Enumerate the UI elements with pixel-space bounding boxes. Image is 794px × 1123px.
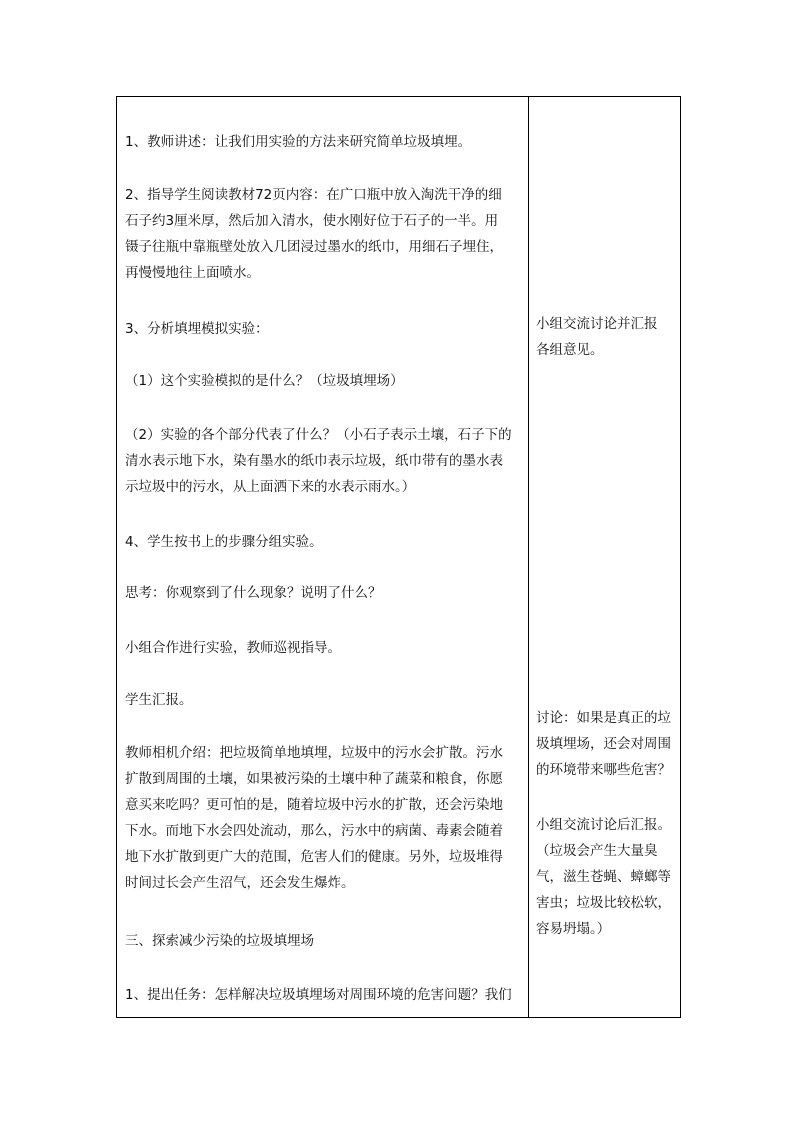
paragraph-group-discussion: 小组交流讨论并汇报 各组意见。 bbox=[536, 316, 658, 358]
paragraph-group-experiment: 4、学生按书上的步骤分组实验。 bbox=[125, 534, 323, 550]
paragraph-question-1: （1）这个实验模拟的是什么？（垃圾填埋场） bbox=[125, 373, 404, 389]
section-heading-3: 三、探索减少污染的垃圾填埋场 bbox=[125, 933, 314, 949]
teacher-activity-column bbox=[125, 97, 525, 1017]
paragraph-question-2: （2）实验的各个部分代表了什么？（小石子表示土壤，石子下的 清水表示地下水，染有墨水的纸巾表示垃圾，纸巾带有的墨水表 示垃圾中的污水，从上面洒下来的水表示雨水。） bbox=[125, 427, 512, 495]
paragraph-teacher-introduction: 教师相机介绍：把垃圾简单地填埋，垃圾中的污水会扩散。污水 扩散到周围的土壤，如果被污染的土壤中种了蔬菜和粮食，你愿 意买来吃吗？更可怕的是，随着垃圾中污水的扩散，还会污染地 下水。而地下水会四处流动，那么，污水中的病菌、毒素会随着 地下水扩散到更广大的范围，危害人们的健康。另外，垃圾堆得 时间过长会产生沼气，还会发生爆炸。 bbox=[125, 745, 503, 891]
paragraph-discussion-question: 讨论：如果是真正的垃 圾填埋场，还会对周围 的环境带来哪些危害？ bbox=[536, 710, 671, 778]
paragraph-teacher-narration: 1、教师讲述：让我们用实验的方法来研究简单垃圾填埋。 bbox=[125, 134, 472, 150]
paragraph-reading-guide: 2、指导学生阅读教材72页内容：在广口瓶中放入淘洗干净的细 石子约3厘米厚，然后加入清水，使水刚好位于石子的一半。用 镊子往瓶中靠瓶壁处放入几团浸过墨水的纸巾，用细石子埋住， 再慢慢地往上面喷水。 bbox=[125, 187, 503, 281]
paragraph-student-report: 学生汇报。 bbox=[125, 692, 193, 708]
student-activity-column bbox=[536, 97, 678, 1017]
paragraph-discussion-report: 小组交流讨论后汇报。 （垃圾会产生大量臭 气，滋生苍蝇、蟑螂等 害虫；垃圾比较松软， 容易坍塌。） bbox=[536, 817, 671, 937]
paragraph-analysis-heading: 3、分析填埋模拟实验： bbox=[125, 321, 269, 337]
paragraph-task: 1、提出任务：怎样解决垃圾填埋场对周围环境的危害问题？我们 bbox=[125, 987, 512, 1003]
lesson-plan-table bbox=[116, 96, 681, 1018]
column-divider bbox=[528, 97, 529, 1017]
paragraph-think: 思考：你观察到了什么现象？说明了什么？ bbox=[125, 585, 382, 601]
paragraph-cooperate: 小组合作进行实验，教师巡视指导。 bbox=[125, 640, 341, 656]
